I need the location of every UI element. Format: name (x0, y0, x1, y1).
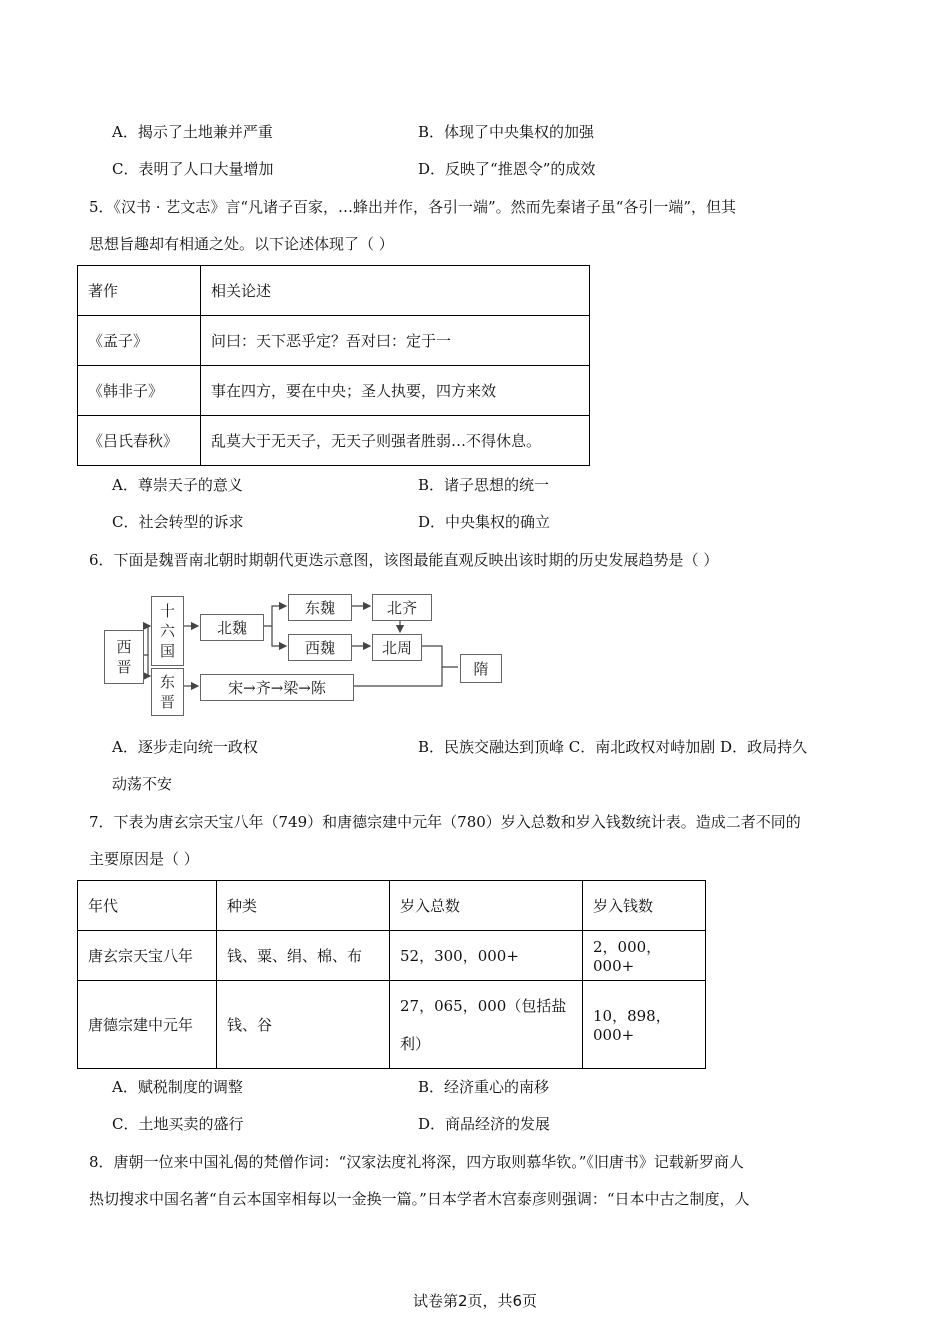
table-cell: 唐德宗建中元年 (78, 981, 217, 1069)
table-cell (390, 981, 583, 1069)
table-cell: 事在四方，要在中央；圣人执要，四方来效 (201, 366, 590, 416)
box-xiwei: 西魏 (288, 634, 352, 661)
table-header: 岁入总数 (390, 881, 583, 931)
table-row (78, 931, 706, 981)
q7-stem-line1: 7．下表为唐玄宗天宝八年（749）和唐德宗建中元年（780）岁入总数和岁入钱数统计表。造成二者不同的 (89, 813, 801, 831)
cell-line: 利） (400, 1034, 431, 1053)
table-cell: 《吕氏春秋》 (78, 416, 201, 466)
table-row (78, 366, 590, 416)
q5-option-c[interactable]: C．社会转型的诉求 (112, 513, 244, 531)
q6-option-bcd[interactable]: B．民族交融达到顶峰 C．南北政权对峙加剧 D．政局持久 (418, 738, 808, 756)
q5-table (77, 265, 590, 466)
box-label: 西 (116, 638, 132, 656)
table-cell: 2，000，000+ (583, 931, 706, 981)
box-beizhou: 北周 (372, 634, 422, 661)
box-label: 晋 (116, 658, 132, 676)
box-sixteen-kingdoms (151, 596, 184, 666)
box-label: 国 (159, 642, 175, 660)
q5-option-d[interactable]: D．中央集权的确立 (418, 513, 551, 531)
table-cell: 《孟子》 (78, 316, 201, 366)
box-label: 晋 (159, 693, 175, 711)
q5-option-b[interactable]: B．诸子思想的统一 (418, 476, 550, 494)
table-header: 相关论述 (201, 266, 590, 316)
q8-stem-line2: 热切搜求中国名著“自云本国宰相每以一金换一篇。”日本学者木宫泰彦则强调：“日本中古之制度，人 (89, 1190, 750, 1208)
cell-line: 27，065，000（包括盐 (400, 996, 567, 1015)
table-header: 著作 (78, 266, 201, 316)
page-footer: 试卷第2页，共6页 (412, 1292, 538, 1310)
table-header: 年代 (78, 881, 217, 931)
table-row (78, 881, 706, 931)
q6-option-d-cont: 动荡不安 (112, 775, 173, 793)
dynasty-diagram (100, 590, 505, 720)
q5-option-a[interactable]: A．尊崇天子的意义 (112, 476, 243, 494)
table-cell: 唐玄宗天宝八年 (78, 931, 217, 981)
box-southern-dynasties: 宋→齐→梁→陈 (200, 674, 354, 701)
q7-table (77, 880, 706, 1069)
q4-option-a[interactable]: A．揭示了土地兼并严重 (112, 123, 273, 141)
q6-option-a[interactable]: A．逐步走向统一政权 (112, 738, 258, 756)
box-label: 六 (159, 622, 175, 640)
q4-option-c[interactable]: C．表明了人口大量增加 (112, 160, 274, 178)
q7-option-c[interactable]: C．土地买卖的盛行 (112, 1115, 244, 1133)
box-xijin (104, 630, 144, 684)
box-sui: 隋 (460, 654, 502, 683)
table-cell: 钱、谷 (217, 981, 390, 1069)
box-beiwei: 北魏 (200, 614, 264, 641)
table-cell: 乱莫大于无天子，无天子则强者胜弱…不得休息。 (201, 416, 590, 466)
q5-stem-line2: 思想旨趣却有相通之处。以下论述体现了（ ） (89, 235, 394, 253)
box-beiqi: 北齐 (372, 594, 432, 621)
q7-stem-line2: 主要原因是（ ） (89, 850, 199, 868)
table-cell: 10，898，000+ (583, 981, 706, 1069)
table-cell: 52，300，000+ (390, 931, 583, 981)
table-header: 种类 (217, 881, 390, 931)
q7-option-a[interactable]: A．赋税制度的调整 (112, 1078, 243, 1096)
table-cell: 钱、粟、绢、棉、布 (217, 931, 390, 981)
box-label: 十 (159, 602, 175, 620)
table-row (78, 981, 706, 1069)
box-dongwei: 东魏 (288, 594, 352, 621)
q4-option-b[interactable]: B．体现了中央集权的加强 (418, 123, 595, 141)
q7-option-d[interactable]: D．商品经济的发展 (418, 1115, 551, 1133)
table-header: 岁入钱数 (583, 881, 706, 931)
table-cell: 《韩非子》 (78, 366, 201, 416)
q4-option-d[interactable]: D．反映了“推恩令”的成效 (418, 160, 596, 178)
q7-option-b[interactable]: B．经济重心的南移 (418, 1078, 550, 1096)
box-dongjin (151, 668, 184, 716)
box-label: 东 (159, 673, 175, 691)
table-row (78, 416, 590, 466)
table-row (78, 266, 590, 316)
q8-stem-line1: 8．唐朝一位来中国礼偈的梵僧作词：“汉家法度礼将深，四方取则慕华钦。”《旧唐书》记载新罗商人 (89, 1153, 744, 1171)
q5-stem-line1: 5．《汉书 · 艺文志》言“凡诸子百家，…蜂出并作，各引一端”。然而先秦诸子虽“各引一端”，但其 (89, 198, 737, 216)
table-row (78, 316, 590, 366)
table-cell: 问曰：天下恶乎定？吾对曰：定于一 (201, 316, 590, 366)
q6-stem: 6．下面是魏晋南北朝时期朝代更迭示意图，该图最能直观反映出该时期的历史发展趋势是（ ） (89, 551, 719, 569)
